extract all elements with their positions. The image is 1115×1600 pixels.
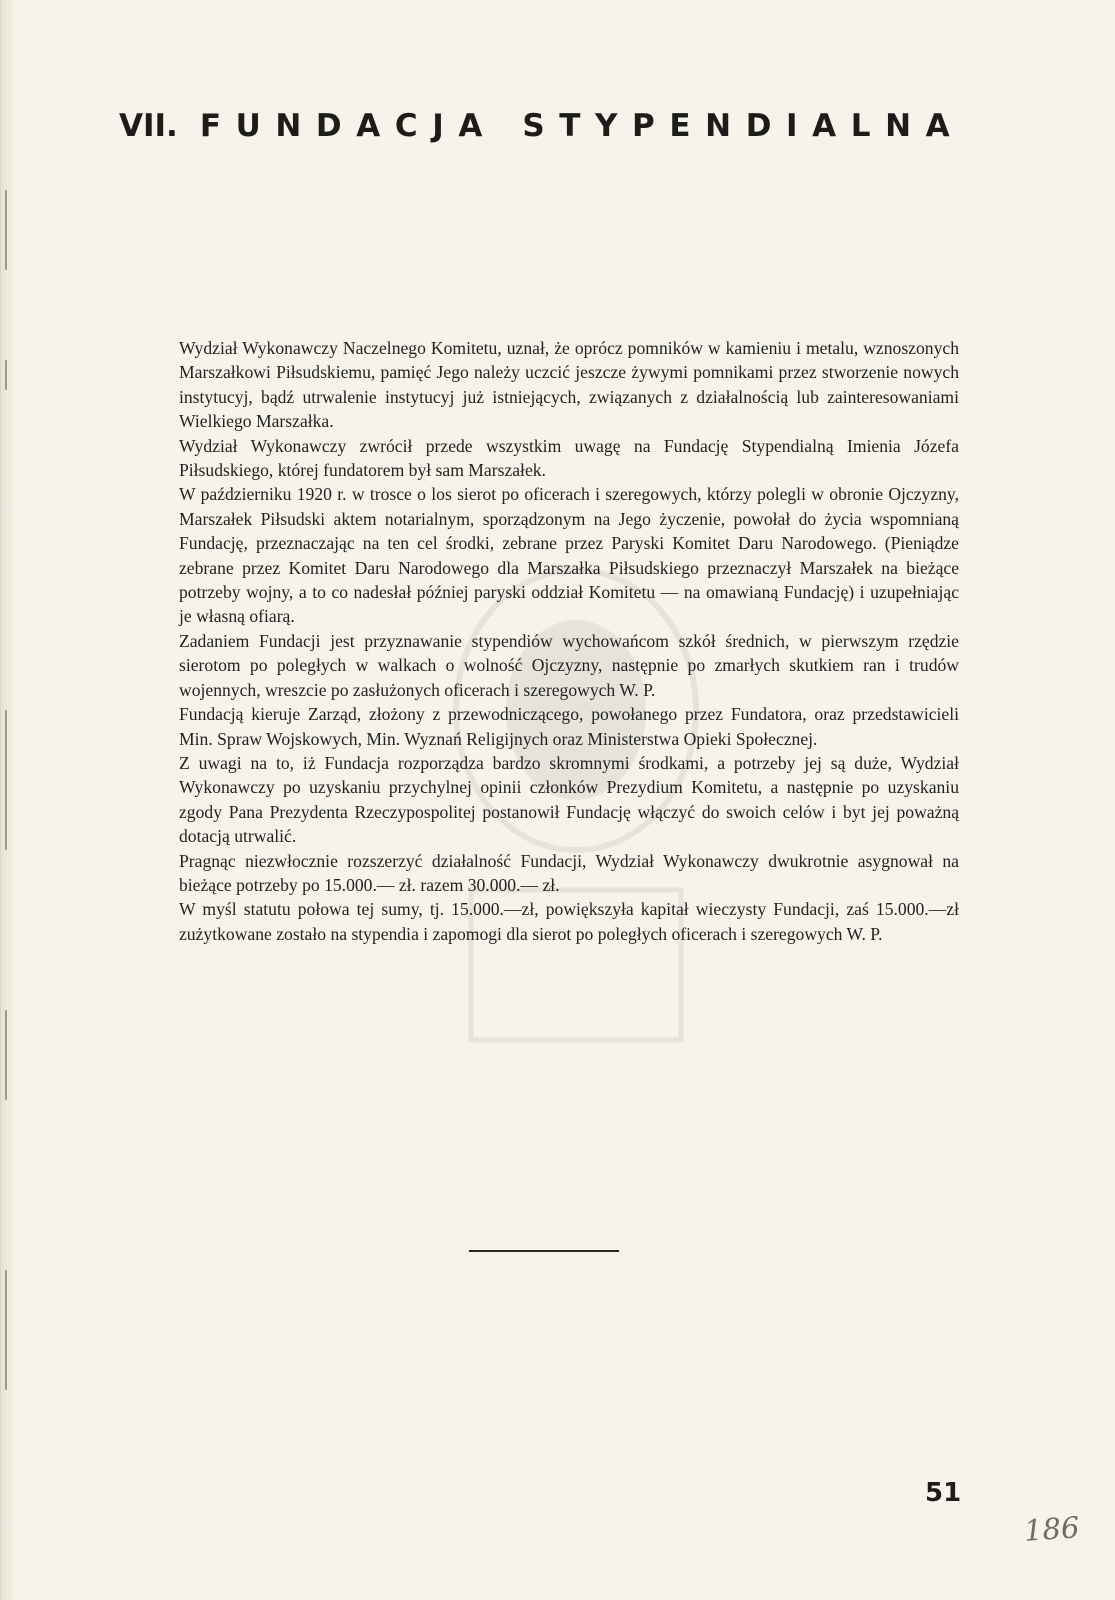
binding-stitch <box>5 360 7 390</box>
paragraph: W myśl statutu połowa tej sumy, tj. 15.000.—zł, powiększyła kapitał wieczysty Fundacji, zaś 15.000.—zł zużytkowane zostało na stypendia i zapomogi dla sierot po poległych oficerach i szeregowych W. P. <box>179 899 959 944</box>
paragraph: Zadaniem Fundacji jest przyznawanie stypendiów wychowańcom szkół średnich, w pierwszym rzędzie sierotom po poległych w walkach o wolność Ojczyzny, następnie po zmarłych skutkiem ran i trudów wojennych, wreszcie po zasłużonych oficerach i szeregowych W. P. <box>179 630 959 700</box>
paragraph: Z uwagi na to, iż Fundacja rozporządza bardzo skromnymi środkami, a potrzeby jej są duże, Wydział Wykonawczy po uzyskaniu przychylnej opinii członków Prezydium Komitetu, a następnie po uzyskaniu zgody Pana Prezydenta Rzeczypospolitej postanowił Fundację włączyć do swoich celów i byt jej poważną dotacją utrwalić. <box>179 752 959 847</box>
page-number: 51 <box>925 1478 962 1508</box>
body-text <box>179 336 959 946</box>
binding-edge <box>1 0 15 1600</box>
binding-stitch <box>5 1010 7 1100</box>
paragraph: Pragnąc niezwłocznie rozszerzyć działalność Fundacji, Wydział Wykonawczy dwukrotnie asygnował na bieżące potrzeby po 15.000.— zł. razem 30.000.— zł. <box>179 850 959 895</box>
chapter-heading <box>119 108 964 144</box>
paragraph: Fundacją kieruje Zarząd, złożony z przewodniczącego, powołanego przez Fundatora, oraz przedstawicieli Min. Spraw Wojskowych, Min. Wyznań Religijnych oraz Ministerstwa Opieki Społecznej. <box>179 704 959 749</box>
paragraph: Wydział Wykonawczy zwrócił przede wszystkim uwagę na Fundację Stypendialną Imienia Józefa Piłsudskiego, której fundatorem był sam Marszałek. <box>179 435 959 481</box>
binding-stitch <box>5 190 7 270</box>
binding-stitch <box>5 710 7 850</box>
paragraph: Wydział Wykonawczy Naczelnego Komitetu, uznał, że oprócz pomników w kamieniu i metalu, wznoszonych Marszałkowi Piłsudskiemu, pamięć Jego należy uczcić jeszcze żywymi pomnikami przez stworzenie nowych instytucyj, bądź utrwalenie instytucyj już istniejących, związanych z działalnością lub zainteresowaniami Wielkiego Marszałka. <box>179 338 959 432</box>
binding-stitch <box>5 1270 7 1390</box>
handwritten-archive-number: 186 <box>1022 1510 1081 1548</box>
section-end-rule <box>469 1250 619 1252</box>
chapter-number: VII. <box>119 108 178 144</box>
chapter-title: FUNDACJA STYPENDIALNA <box>199 108 965 144</box>
paragraph: W październiku 1920 r. w trosce o los sierot po oficerach i szeregowych, którzy polegli w obronie Ojczyzny, Marszałek Piłsudski aktem notarialnym, sporządzonym na Jego życzenie, powołał do życia wspomnianą Fundację, przeznaczając na ten cel środki, zebrane przez Paryski Komitet Daru Narodowego. (Pieniądze zebrane przez Komitet Daru Narodowego dla Marszałka Piłsudskiego przeznaczył Marszałek na bieżące potrzeby wojny, a to co nadesłał później paryski oddział Komitetu — na omawianą Fundację) i uzupełniając je własną ofiarą. <box>179 484 959 627</box>
